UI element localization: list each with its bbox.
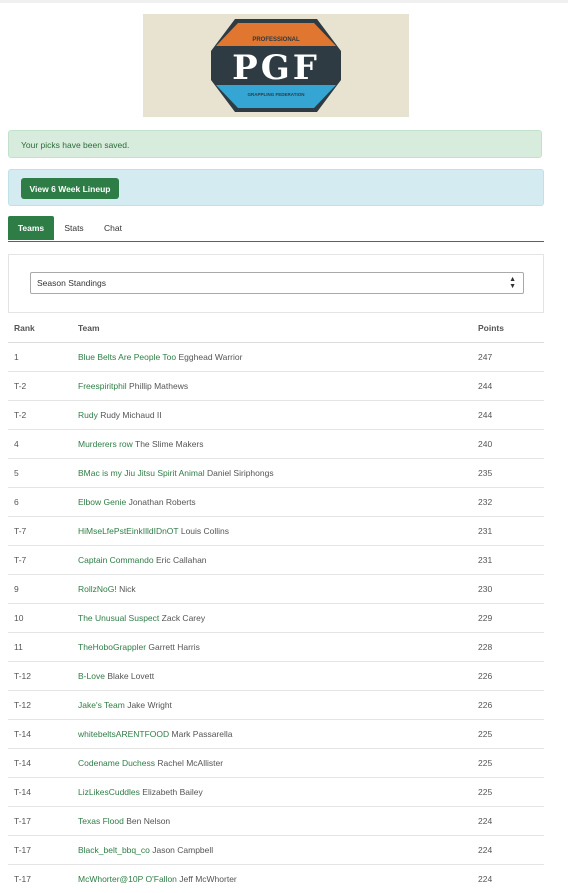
team-name-link[interactable]: HiMseLfePstEinkIlldIDnOT bbox=[78, 526, 178, 536]
header-rank: Rank bbox=[8, 313, 72, 343]
team-cell bbox=[72, 865, 472, 893]
tab-teams[interactable]: Teams bbox=[8, 216, 54, 240]
team-name-link[interactable]: The Unusual Suspect bbox=[78, 613, 159, 623]
header-team: Team bbox=[72, 313, 472, 343]
table-row bbox=[8, 343, 544, 372]
rank-cell: 9 bbox=[8, 575, 72, 604]
table-row bbox=[8, 430, 544, 459]
table-row bbox=[8, 488, 544, 517]
standings-filter-panel bbox=[8, 254, 544, 312]
team-name-link[interactable]: whitebeltsARENTFOOD bbox=[78, 729, 169, 739]
team-name-link[interactable]: Captain Commando bbox=[78, 555, 154, 565]
owner-name: Jake Wright bbox=[127, 700, 172, 710]
tab-bar bbox=[8, 216, 544, 242]
points-cell: 224 bbox=[472, 836, 544, 865]
points-cell: 225 bbox=[472, 720, 544, 749]
points-cell: 244 bbox=[472, 401, 544, 430]
team-name-link[interactable]: Codename Duchess bbox=[78, 758, 155, 768]
table-row bbox=[8, 401, 544, 430]
rank-cell: 4 bbox=[8, 430, 72, 459]
owner-name: Garrett Harris bbox=[148, 642, 199, 652]
team-cell bbox=[72, 372, 472, 401]
team-cell bbox=[72, 546, 472, 575]
rank-cell: 1 bbox=[8, 343, 72, 372]
rank-cell: T-17 bbox=[8, 807, 72, 836]
standings-body bbox=[8, 343, 544, 893]
team-name-link[interactable]: Black_belt_bbq_co bbox=[78, 845, 150, 855]
standings-select[interactable] bbox=[30, 272, 524, 294]
points-cell: 224 bbox=[472, 807, 544, 836]
rank-cell: 5 bbox=[8, 459, 72, 488]
team-name-link[interactable]: McWhorter@10P O'Fallon bbox=[78, 874, 177, 884]
team-name-link[interactable]: LizLikesCuddles bbox=[78, 787, 140, 797]
top-border bbox=[0, 0, 568, 3]
team-cell bbox=[72, 488, 472, 517]
owner-name: Eric Callahan bbox=[156, 555, 207, 565]
points-cell: 226 bbox=[472, 691, 544, 720]
team-name-link[interactable]: Texas Flood bbox=[78, 816, 124, 826]
table-row bbox=[8, 546, 544, 575]
standings-select-value: Season Standings bbox=[37, 278, 106, 288]
rank-cell: T-12 bbox=[8, 691, 72, 720]
points-cell: 235 bbox=[472, 459, 544, 488]
rank-cell: 11 bbox=[8, 633, 72, 662]
owner-name: Phillip Mathews bbox=[129, 381, 188, 391]
points-cell: 225 bbox=[472, 749, 544, 778]
rank-cell: T-12 bbox=[8, 662, 72, 691]
standings-table bbox=[8, 312, 544, 893]
points-cell: 226 bbox=[472, 662, 544, 691]
points-cell: 230 bbox=[472, 575, 544, 604]
team-cell bbox=[72, 633, 472, 662]
team-name-link[interactable]: Freespiritphil bbox=[78, 381, 127, 391]
rank-cell: T-17 bbox=[8, 865, 72, 893]
table-row bbox=[8, 372, 544, 401]
team-cell bbox=[72, 691, 472, 720]
table-row bbox=[8, 807, 544, 836]
owner-name: Rachel McAllister bbox=[157, 758, 223, 768]
points-cell: 247 bbox=[472, 343, 544, 372]
owner-name: The Slime Makers bbox=[135, 439, 204, 449]
select-arrows-icon: ▲ ▼ bbox=[509, 276, 516, 290]
team-cell bbox=[72, 401, 472, 430]
owner-name: Zack Carey bbox=[162, 613, 205, 623]
rank-cell: T-2 bbox=[8, 401, 72, 430]
owner-name: Jonathan Roberts bbox=[129, 497, 196, 507]
rank-cell: T-7 bbox=[8, 546, 72, 575]
team-cell bbox=[72, 720, 472, 749]
rank-cell: T-14 bbox=[8, 778, 72, 807]
points-cell: 231 bbox=[472, 517, 544, 546]
team-name-link[interactable]: RollzNoG! bbox=[78, 584, 117, 594]
table-row bbox=[8, 459, 544, 488]
table-row bbox=[8, 633, 544, 662]
team-name-link[interactable]: BMac is my Jiu Jitsu Spirit Animal bbox=[78, 468, 205, 478]
team-cell bbox=[72, 604, 472, 633]
team-cell bbox=[72, 459, 472, 488]
team-cell bbox=[72, 343, 472, 372]
rank-cell: T-17 bbox=[8, 836, 72, 865]
svg-text:PGF: PGF bbox=[232, 48, 320, 88]
team-cell bbox=[72, 749, 472, 778]
team-name-link[interactable]: B-Love bbox=[78, 671, 105, 681]
tab-chat[interactable]: Chat bbox=[96, 216, 130, 240]
owner-name: Nick bbox=[119, 584, 136, 594]
team-name-link[interactable]: Rudy bbox=[78, 410, 98, 420]
owner-name: Egghead Warrior bbox=[179, 352, 243, 362]
team-cell bbox=[72, 430, 472, 459]
team-cell bbox=[72, 836, 472, 865]
team-cell bbox=[72, 778, 472, 807]
table-row bbox=[8, 720, 544, 749]
points-cell: 229 bbox=[472, 604, 544, 633]
table-row bbox=[8, 517, 544, 546]
rank-cell: 10 bbox=[8, 604, 72, 633]
table-row bbox=[8, 865, 544, 893]
table-row bbox=[8, 836, 544, 865]
table-row bbox=[8, 575, 544, 604]
lineup-info-panel bbox=[8, 169, 544, 206]
points-cell: 228 bbox=[472, 633, 544, 662]
points-cell: 224 bbox=[472, 865, 544, 893]
points-cell: 225 bbox=[472, 778, 544, 807]
picks-saved-alert bbox=[8, 130, 542, 158]
points-cell: 244 bbox=[472, 372, 544, 401]
team-name-link[interactable]: Jake's Team bbox=[78, 700, 125, 710]
view-lineup-button[interactable]: View 6 Week Lineup bbox=[21, 178, 119, 199]
owner-name: Ben Nelson bbox=[126, 816, 170, 826]
table-row bbox=[8, 662, 544, 691]
table-row bbox=[8, 691, 544, 720]
svg-text:GRAPPLING FEDERATION: GRAPPLING FEDERATION bbox=[248, 92, 305, 97]
table-row bbox=[8, 604, 544, 633]
team-cell bbox=[72, 662, 472, 691]
owner-name: Blake Lovett bbox=[107, 671, 154, 681]
header-points: Points bbox=[472, 313, 544, 343]
team-name-link[interactable]: Blue Belts Are People Too bbox=[78, 352, 176, 362]
team-name-link[interactable]: Elbow Genie bbox=[78, 497, 126, 507]
points-cell: 231 bbox=[472, 546, 544, 575]
team-cell bbox=[72, 575, 472, 604]
rank-cell: T-7 bbox=[8, 517, 72, 546]
rank-cell: T-2 bbox=[8, 372, 72, 401]
owner-name: Jeff McWhorter bbox=[179, 874, 236, 884]
team-name-link[interactable]: TheHoboGrappler bbox=[78, 642, 146, 652]
owner-name: Mark Passarella bbox=[172, 729, 233, 739]
table-row bbox=[8, 749, 544, 778]
owner-name: Elizabeth Bailey bbox=[142, 787, 202, 797]
picks-saved-message: Your picks have been saved. bbox=[21, 140, 129, 150]
team-name-link[interactable]: Murderers row bbox=[78, 439, 133, 449]
rank-cell: T-14 bbox=[8, 720, 72, 749]
table-row bbox=[8, 778, 544, 807]
points-cell: 232 bbox=[472, 488, 544, 517]
points-cell: 240 bbox=[472, 430, 544, 459]
table-header-row bbox=[8, 313, 544, 343]
owner-name: Louis Collins bbox=[181, 526, 229, 536]
pgf-logo-image bbox=[143, 14, 409, 117]
tab-stats[interactable]: Stats bbox=[58, 216, 90, 240]
rank-cell: T-14 bbox=[8, 749, 72, 778]
team-cell bbox=[72, 807, 472, 836]
rank-cell: 6 bbox=[8, 488, 72, 517]
pgf-logo bbox=[143, 14, 409, 117]
team-cell bbox=[72, 517, 472, 546]
owner-name: Jason Campbell bbox=[152, 845, 213, 855]
owner-name: Daniel Siriphongs bbox=[207, 468, 274, 478]
owner-name: Rudy Michaud II bbox=[100, 410, 161, 420]
svg-text:PROFESSIONAL: PROFESSIONAL bbox=[252, 37, 300, 43]
